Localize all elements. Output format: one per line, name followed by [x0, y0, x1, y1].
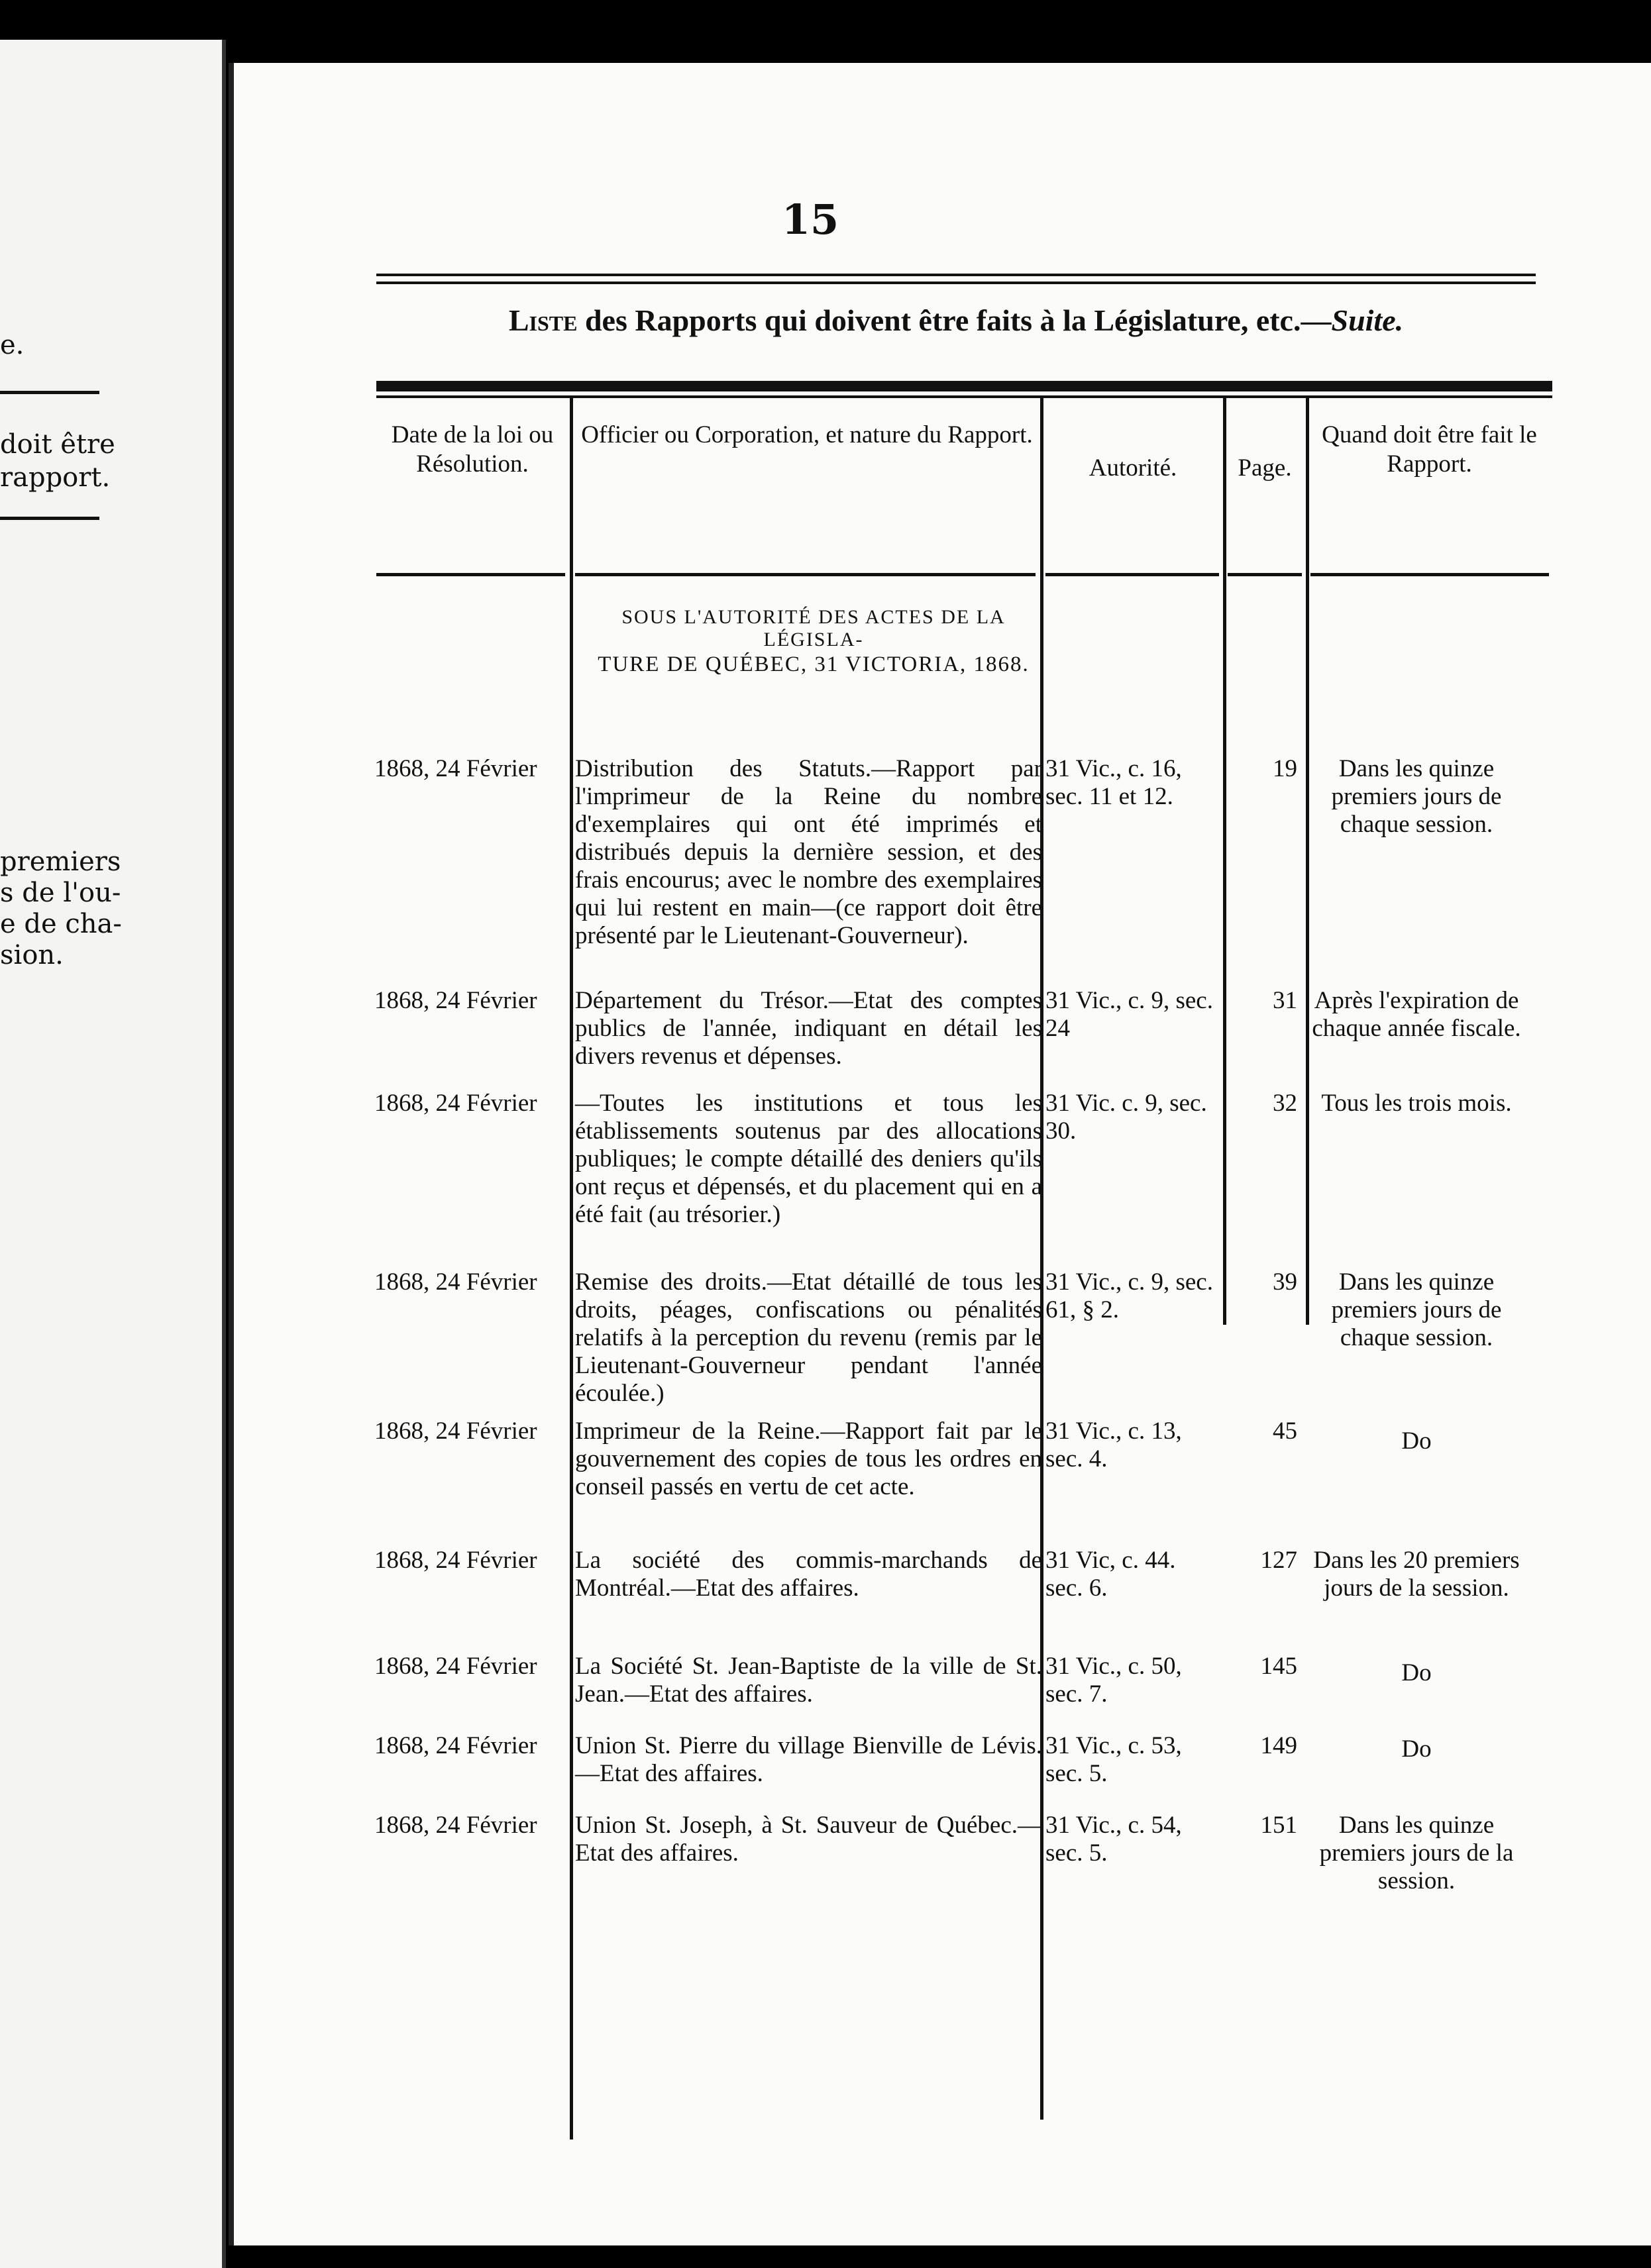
- row-when: Après l'expiration de chaque année fiscale.: [1312, 987, 1521, 1042]
- row-page: 145: [1260, 1653, 1297, 1680]
- left-fragment-rule: [0, 517, 99, 520]
- page-number: 15: [781, 195, 839, 244]
- row-page: 19: [1273, 755, 1297, 782]
- row-authority: 31 Vic. c. 9, sec. 30.: [1045, 1090, 1207, 1145]
- section-heading-line1: SOUS L'AUTORITÉ DES ACTES DE LA LÉGISLA-: [621, 606, 1006, 650]
- table-top-thin-rule: [376, 395, 1552, 398]
- header-rule: [376, 573, 565, 576]
- row-authority: 31 Vic., c. 13, sec. 4.: [1045, 1418, 1182, 1472]
- header-when: Quand doit être fait le Rapport.: [1322, 421, 1537, 478]
- header-rule: [1045, 573, 1219, 576]
- row-nature: —Toutes les institutions et tous les établissements soutenus par des allocations publiques; le compte détaillé des deniers qu'ils ont reçus et dépensés, et du placement qui en a été fait (au trésorier.): [575, 1090, 1042, 1228]
- row-page: 39: [1273, 1268, 1297, 1296]
- row-authority: 31 Vic, c. 44. sec. 6.: [1045, 1547, 1176, 1602]
- title-main: des Rapports qui doivent être faits à la Législature, etc.—: [577, 303, 1332, 337]
- row-authority: 31 Vic., c. 9, sec. 61, § 2.: [1045, 1268, 1213, 1323]
- header-rule: [1310, 573, 1549, 576]
- left-fragment-rule: [0, 391, 99, 394]
- row-when: Do: [1401, 1427, 1432, 1455]
- left-fragment-line: e.: [0, 330, 25, 360]
- row-date: 1868, 24 Février: [374, 1418, 537, 1445]
- row-authority: 31 Vic., c. 16, sec. 11 et 12.: [1045, 755, 1182, 810]
- row-page: 31: [1273, 987, 1297, 1014]
- left-fragment-line: doit être: [0, 429, 115, 460]
- row-when: Do: [1401, 1659, 1432, 1686]
- row-page: 149: [1260, 1732, 1297, 1759]
- row-page: 127: [1260, 1547, 1297, 1574]
- header-date: Date de la loi ou Résolution.: [391, 421, 554, 478]
- row-date: 1868, 24 Février: [374, 1732, 537, 1759]
- row-date: 1868, 24 Février: [374, 755, 537, 782]
- page-title: [376, 303, 1536, 338]
- row-authority: 31 Vic., c. 53, sec. 5.: [1045, 1732, 1182, 1787]
- header-rule: [1228, 573, 1302, 576]
- row-page: 151: [1260, 1812, 1297, 1839]
- header-rule: [575, 573, 1036, 576]
- row-authority: 31 Vic., c. 9, sec. 24: [1045, 987, 1213, 1042]
- row-nature: Imprimeur de la Reine.—Rapport fait par le gouvernement des copies de tous les ordres en conseil passés en vertu de cet acte.: [575, 1418, 1042, 1500]
- row-date: 1868, 24 Février: [374, 987, 537, 1014]
- left-fragment-line: s de l'ou-: [0, 878, 121, 908]
- row-nature: La société des commis-marchands de Montréal.—Etat des affaires.: [575, 1547, 1042, 1602]
- header-page: Page.: [1238, 454, 1292, 482]
- row-authority: 31 Vic., c. 54, sec. 5.: [1045, 1812, 1182, 1867]
- row-date: 1868, 24 Février: [374, 1812, 537, 1839]
- title-rule-top: [376, 274, 1536, 276]
- left-fragment-line: e de cha-: [0, 909, 122, 939]
- document-page: [229, 63, 1651, 2245]
- row-page: 45: [1273, 1418, 1297, 1445]
- header-nature: Officier ou Corporation, et nature du Rapport.: [581, 421, 1033, 448]
- header-authority: Autorité.: [1089, 454, 1177, 482]
- row-when: Dans les quinze premiers jours de chaque session.: [1331, 755, 1502, 838]
- row-date: 1868, 24 Février: [374, 1547, 537, 1574]
- row-when: Tous les trois mois.: [1321, 1090, 1512, 1117]
- left-fragment-line: premiers: [0, 847, 121, 877]
- title-rule-bottom: [376, 282, 1536, 284]
- row-when: Dans les quinze premiers jours de la session.: [1319, 1812, 1514, 1894]
- row-nature: Département du Trésor.—Etat des comptes publics de l'année, indiquant en détail les divers revenus et dépenses.: [575, 987, 1042, 1070]
- left-fragment-line: sion.: [0, 940, 64, 970]
- table-top-rule: [376, 381, 1552, 391]
- row-when: Dans les 20 premiers jours de la session.: [1313, 1547, 1520, 1602]
- title-lead: Liste: [508, 303, 578, 337]
- row-nature: Remise des droits.—Etat détaillé de tous les droits, péages, confiscations ou pénalités relatifs à la perception du revenu (remis par le Lieutenant-Gouverneur pendant l'année écoulée.): [575, 1268, 1042, 1407]
- row-date: 1868, 24 Février: [374, 1268, 537, 1296]
- row-authority: 31 Vic., c. 50, sec. 7.: [1045, 1653, 1182, 1708]
- section-heading-line2: TURE DE QUÉBEC, 31 VICTORIA, 1868.: [598, 652, 1030, 676]
- row-nature: La Société St. Jean-Baptiste de la ville de St. Jean.—Etat des affaires.: [575, 1653, 1042, 1708]
- row-nature: Union St. Joseph, à St. Sauveur de Québec.—Etat des affaires.: [575, 1812, 1042, 1867]
- row-nature: Union St. Pierre du village Bienville de Lévis.—Etat des affaires.: [575, 1732, 1042, 1787]
- row-date: 1868, 24 Février: [374, 1653, 537, 1680]
- column-divider: [1306, 397, 1309, 1325]
- left-fragment-line: rapport.: [0, 462, 111, 493]
- column-divider: [1223, 397, 1226, 1325]
- left-page-fragment: [0, 40, 226, 2268]
- row-nature: Distribution des Statuts.—Rapport par l'imprimeur de la Reine du nombre d'exemplaires qui ont été imprimés et distribués depuis la dernière session, et des frais encourus; avec le nombre des exemplaires qui lui restent en main—(ce rapport doit être présenté par le Lieutenant-Gouverneur).: [575, 755, 1042, 949]
- title-suffix: Suite.: [1331, 303, 1404, 337]
- row-date: 1868, 24 Février: [374, 1090, 537, 1117]
- row-when: Do: [1401, 1735, 1432, 1763]
- row-page: 32: [1273, 1090, 1297, 1117]
- row-when: Dans les quinze premiers jours de chaque session.: [1331, 1268, 1502, 1351]
